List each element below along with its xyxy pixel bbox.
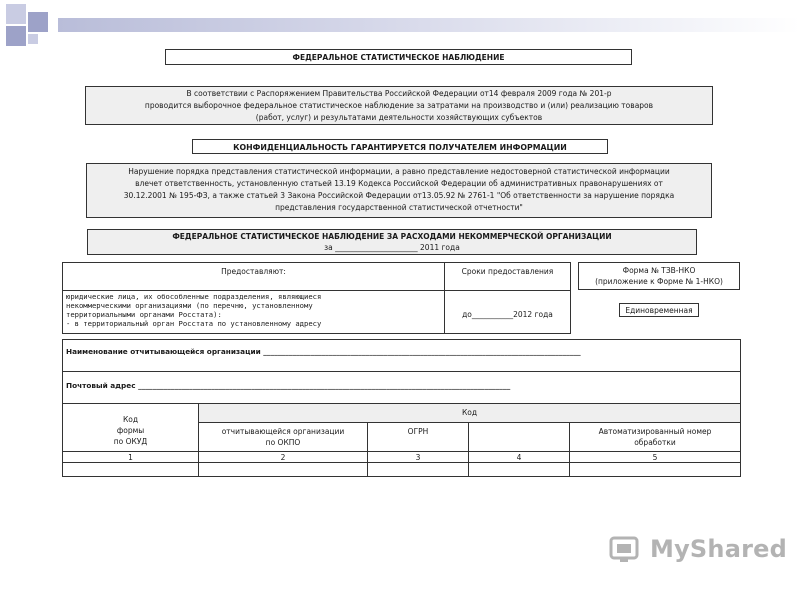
deadline-value: до___________2012 года bbox=[462, 310, 553, 319]
auto-header-2: обработки bbox=[634, 438, 676, 447]
decor-square-1 bbox=[6, 4, 26, 24]
confidentiality-text: КОНФИДЕНЦИАЛЬНОСТЬ ГАРАНТИРУЕТСЯ ПОЛУЧАТЕЛЕМ ИНФОРМАЦИИ bbox=[233, 143, 567, 152]
postal-address-row bbox=[62, 371, 741, 404]
deadlines-header: Сроки предоставления bbox=[461, 267, 554, 276]
ogrn-header: ОГРН bbox=[407, 427, 429, 436]
watermark bbox=[608, 534, 787, 564]
header-box-federal-observation bbox=[165, 49, 632, 65]
okpo-header-cell bbox=[198, 422, 368, 452]
liability-line-4: представления государственной статистической отчетности" bbox=[275, 203, 523, 212]
postal-address-label: Почтовый адрес ______________________________________________________________________________________________________ bbox=[66, 381, 511, 390]
decree-line-1: В соответствии с Распоряжением Правительства Российской Федерации от14 февраля 2009 года № 201-р bbox=[186, 89, 612, 98]
data-cell-1[interactable] bbox=[62, 462, 199, 477]
form-info-box bbox=[578, 262, 740, 290]
submitters-header-cell bbox=[62, 262, 445, 291]
liability-line-1: Нарушение порядка представления статистической информации, а равно представление недостоверной статистической информации bbox=[128, 167, 670, 176]
one-time-label: Единовременная bbox=[625, 306, 693, 315]
okpo-header-2: по ОКПО bbox=[265, 438, 301, 447]
liability-line-2: влечет ответственность, установленную статьей 13.19 Кодекса Российской Федерации об административных правонарушениях от bbox=[135, 179, 663, 188]
blank-header-cell bbox=[468, 422, 570, 452]
okud-header-2: формы bbox=[116, 426, 145, 435]
watermark-text: MyShared bbox=[650, 535, 787, 563]
org-name-label: Наименование отчитывающейся организации _______________________________________________________________________________________ bbox=[66, 347, 581, 356]
col-number-1-text: 1 bbox=[128, 453, 133, 462]
decor-square-2 bbox=[28, 12, 48, 32]
okud-header-cell bbox=[62, 403, 199, 452]
auto-header-1: Автоматизированный номер bbox=[598, 427, 712, 436]
code-header: Код bbox=[461, 408, 478, 417]
submitters-text-1: юридические лица, их обособленные подразделения, являющиеся bbox=[66, 292, 322, 301]
submitters-text-2: некоммерческими организациями (по перечню, установленному bbox=[66, 301, 313, 310]
decree-line-3: (работ, услуг) и результатами деятельности хозяйствующих субъектов bbox=[255, 113, 543, 122]
survey-title-line-2: за ______________________ 2011 года bbox=[324, 243, 460, 252]
ogrn-header-cell bbox=[367, 422, 469, 452]
deadline-value-cell bbox=[444, 290, 571, 334]
org-name-row bbox=[62, 339, 741, 372]
data-cell-5[interactable] bbox=[569, 462, 741, 477]
col-number-4-text: 4 bbox=[516, 453, 522, 462]
form-appendix: (приложение к Форме № 1-НКО) bbox=[595, 277, 723, 286]
decree-box bbox=[85, 86, 713, 125]
form-number: Форма № ТЗВ-НКО bbox=[622, 266, 696, 275]
submitters-header: Предоставляют: bbox=[221, 267, 286, 276]
watermark-logo-icon bbox=[608, 534, 644, 564]
data-cell-3[interactable] bbox=[367, 462, 469, 477]
col-number-2-text: 2 bbox=[280, 453, 286, 462]
confidentiality-box bbox=[192, 139, 608, 154]
submitters-text-4: - в территориальный орган Росстата по установленному адресу bbox=[66, 319, 322, 328]
deadlines-header-cell bbox=[444, 262, 571, 291]
okud-header-3: по ОКУД bbox=[113, 437, 148, 446]
liability-line-3: 30.12.2001 № 195-ФЗ, а также статьей 3 Закона Российской Федерации от13.05.92 № 2761-1 "Об ответственности за нарушение порядка bbox=[123, 191, 675, 200]
decor-square-4 bbox=[28, 34, 38, 44]
one-time-badge bbox=[619, 303, 699, 317]
data-cell-2[interactable] bbox=[198, 462, 368, 477]
auto-header-cell bbox=[569, 422, 741, 452]
submitters-text-cell bbox=[62, 290, 445, 334]
survey-title-line-1: ФЕДЕРАЛЬНОЕ СТАТИСТИЧЕСКОЕ НАБЛЮДЕНИЕ ЗА РАСХОДАМИ НЕКОММЕРЧЕСКОЙ ОРГАНИЗАЦИИ bbox=[172, 232, 612, 241]
liability-box bbox=[86, 163, 712, 218]
decor-strip bbox=[58, 18, 800, 32]
okpo-header-1: отчитывающейся организации bbox=[221, 427, 345, 436]
header-title: ФЕДЕРАЛЬНОЕ СТАТИСТИЧЕСКОЕ НАБЛЮДЕНИЕ bbox=[292, 53, 505, 62]
submitters-text-3: территориальными органами Росстата): bbox=[66, 310, 222, 319]
survey-title-box bbox=[87, 229, 697, 255]
decree-line-2: проводится выборочное федеральное статистическое наблюдение за затратами на производство и (или) реализацию товаров bbox=[144, 101, 654, 110]
col-number-3-text: 3 bbox=[415, 453, 421, 462]
data-cell-4[interactable] bbox=[468, 462, 570, 477]
code-header-cell bbox=[198, 403, 741, 423]
okud-header-1: Код bbox=[122, 415, 139, 424]
col-number-5-text: 5 bbox=[652, 453, 658, 462]
decor-square-3 bbox=[6, 26, 26, 46]
